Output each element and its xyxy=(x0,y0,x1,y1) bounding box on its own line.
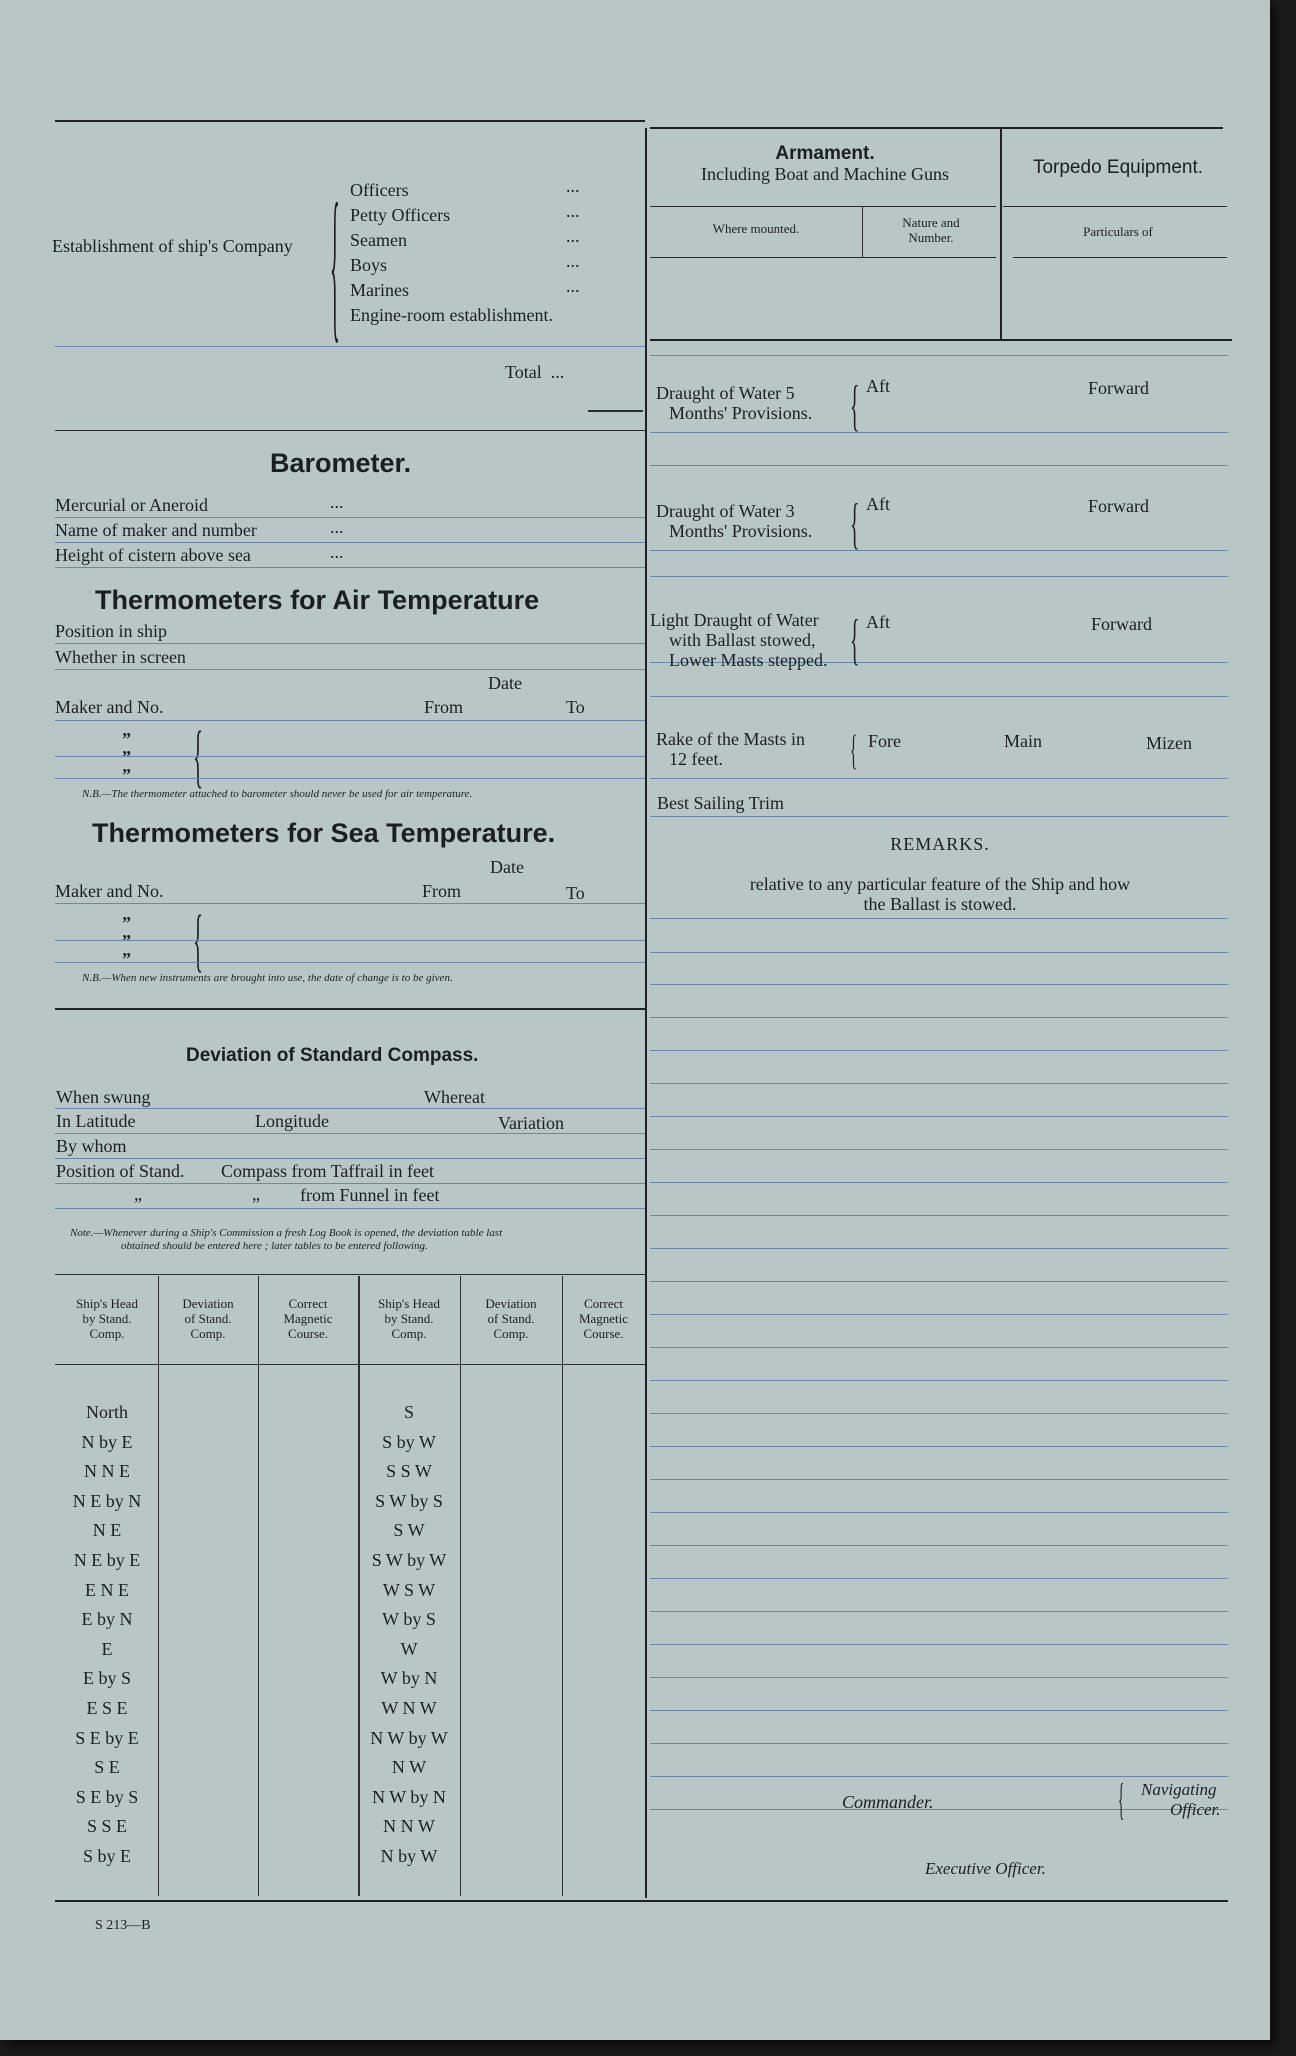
ships-head-right: S by W xyxy=(382,1431,436,1452)
draught3-b: Months' Provisions. xyxy=(669,521,813,541)
ruled-line xyxy=(650,778,1228,779)
ruled-line xyxy=(650,1578,1228,1579)
sea-ditto-2: ” xyxy=(122,931,131,951)
torpedo-subheader-rule xyxy=(1013,257,1227,258)
longitude: Longitude xyxy=(255,1111,329,1131)
light-draught-b: with Ballast stowed, xyxy=(669,630,816,650)
ruled-line xyxy=(650,816,1228,817)
rake-fore: Fore xyxy=(868,731,901,751)
latitude: In Latitude xyxy=(56,1111,136,1131)
ships-head-left: N E by N xyxy=(72,1490,142,1511)
ships-head-left: S S E xyxy=(86,1816,128,1837)
compass-taffrail: Compass from Taffrail in feet xyxy=(221,1161,435,1181)
table-header-rule xyxy=(55,1364,645,1365)
ships-head-right: S S W xyxy=(386,1461,432,1482)
establishment-item: Petty Officers xyxy=(350,205,451,225)
torpedo-particulars: Particulars of xyxy=(1083,224,1153,239)
table-col-divider xyxy=(258,1276,259,1896)
ruled-line xyxy=(650,1512,1228,1513)
air-to: To xyxy=(566,697,585,717)
establishment-dots: ... xyxy=(566,201,580,221)
table-header-cell: Ship's Head xyxy=(378,1296,440,1311)
total-label xyxy=(505,362,564,383)
ships-head-left: E by N xyxy=(81,1609,133,1630)
remarks-line1: relative to any particular feature of the Ship and how xyxy=(749,874,1131,894)
establishment-dots: ... xyxy=(566,276,580,296)
deviation-note-2: obtained should be entered here ; later tables to be entered following. xyxy=(121,1240,428,1252)
ruled-line xyxy=(650,1413,1228,1414)
rake-mizen: Mizen xyxy=(1146,733,1192,753)
ruled-line xyxy=(650,1710,1228,1711)
ruled-line xyxy=(650,576,1228,577)
rake-b: 12 feet. xyxy=(669,749,723,769)
ruled-line xyxy=(650,1380,1228,1381)
rule xyxy=(55,1208,645,1209)
rule xyxy=(55,567,645,568)
top-rule xyxy=(55,120,645,122)
remarks-line2: the Ballast is stowed. xyxy=(863,894,1017,914)
ruled-line xyxy=(650,1182,1228,1183)
ruled-line xyxy=(650,1281,1228,1282)
draught5-brace: { xyxy=(850,375,860,437)
deviation-title: Deviation of Standard Compass. xyxy=(186,1045,479,1066)
draught3-aft: Aft xyxy=(866,494,890,514)
ships-head-right: W xyxy=(400,1638,418,1659)
deviation-top-rule xyxy=(55,1008,645,1010)
ruled-line xyxy=(650,1017,1228,1018)
total-text: Total xyxy=(505,362,542,382)
ditto-b: „ xyxy=(252,1184,260,1204)
navigating-label-1: Navigating xyxy=(1141,1780,1217,1799)
sea-brace: { xyxy=(193,902,204,979)
sea-thermo-title: Thermometers for Sea Temperature. xyxy=(92,818,556,848)
ships-head-right: N by W xyxy=(380,1846,438,1866)
ships-head-left: S E by E xyxy=(75,1727,139,1748)
ruled-line xyxy=(650,1809,1228,1810)
ships-head-right: S xyxy=(403,1402,414,1422)
table-col-divider xyxy=(562,1276,563,1896)
ships-head-left: N N E xyxy=(84,1461,130,1482)
ruled-line xyxy=(650,432,1228,433)
ruled-line xyxy=(650,1314,1228,1315)
table-header-cell: by Stand. xyxy=(82,1311,132,1326)
draught5-a: Draught of Water 5 xyxy=(656,383,795,403)
ruled-line xyxy=(650,1479,1228,1480)
armament-subheader-rule xyxy=(650,257,996,258)
torpedo-header-rule xyxy=(1003,206,1227,207)
table-header-cell: Deviation xyxy=(485,1296,537,1311)
establishment-item: Seamen xyxy=(350,230,407,250)
ships-head-left: S E xyxy=(94,1757,120,1778)
barometer-row-dots: ... xyxy=(330,542,344,562)
establishment-brace: { xyxy=(330,169,340,357)
ships-head-left: S by E xyxy=(82,1846,131,1866)
ships-head-left: E by S xyxy=(82,1668,131,1689)
rule xyxy=(55,720,645,721)
ruled-line xyxy=(650,1611,1228,1612)
rule xyxy=(55,643,645,644)
draught3-brace: { xyxy=(850,493,860,555)
best-sailing-trim: Best Sailing Trim xyxy=(657,793,785,813)
ships-head-right: W S W xyxy=(382,1579,436,1600)
table-header-cell: Course. xyxy=(287,1326,329,1341)
table-header-cell: Correct xyxy=(584,1296,623,1311)
ships-head-right: S W xyxy=(393,1520,425,1541)
air-thermo-title: Thermometers for Air Temperature xyxy=(95,585,540,615)
ruled-line xyxy=(650,984,1228,985)
rake-brace: { xyxy=(850,728,858,774)
air-position: Position in ship xyxy=(55,621,168,641)
rule xyxy=(55,940,645,941)
ruled-line xyxy=(650,550,1228,551)
executive-officer-label: Executive Officer. xyxy=(925,1859,1046,1878)
ships-head-right: N W xyxy=(391,1757,427,1778)
table-header-cell: Magnetic xyxy=(283,1311,333,1326)
ships-head-right: N W by N xyxy=(372,1786,446,1807)
funnel: from Funnel in feet xyxy=(300,1185,440,1205)
establishment-item: Officers xyxy=(350,180,409,200)
rule xyxy=(55,1183,645,1184)
ruled-line xyxy=(650,1050,1228,1051)
light-draught-aft: Aft xyxy=(866,612,890,632)
table-header-cell: of Stand. xyxy=(184,1311,232,1326)
barometer-title: Barometer. xyxy=(270,448,412,478)
ships-head-right: S W by S xyxy=(375,1490,443,1511)
ships-head-right: W by N xyxy=(380,1668,438,1689)
sea-date: Date xyxy=(490,857,524,877)
air-maker: Maker and No. xyxy=(55,697,164,717)
table-header-cell: Magnetic xyxy=(578,1311,629,1326)
rule xyxy=(55,346,645,347)
table-header-cell: Ship's Head xyxy=(76,1296,138,1311)
sea-maker: Maker and No. xyxy=(55,881,164,901)
commander-label: Commander. xyxy=(842,1792,934,1812)
rule xyxy=(55,778,645,779)
barometer-row-dots: ... xyxy=(330,492,344,512)
rule xyxy=(55,903,645,904)
form-number: S 213—B xyxy=(95,1918,151,1933)
draught3-a: Draught of Water 3 xyxy=(656,501,795,521)
rule xyxy=(55,756,645,757)
table-header-cell: of Stand. xyxy=(487,1311,535,1326)
ruled-line xyxy=(650,1677,1228,1678)
light-draught-forward: Forward xyxy=(1091,614,1152,634)
ruled-line xyxy=(650,1083,1228,1084)
armament-bottom-rule xyxy=(650,339,1232,341)
armament-col-nature xyxy=(862,215,1000,245)
ships-head-left: North xyxy=(86,1402,128,1422)
ships-head-right: N W by W xyxy=(370,1727,448,1748)
whereat: Whereat xyxy=(424,1087,485,1107)
armament-top-rule xyxy=(650,127,1223,129)
air-brace: { xyxy=(193,718,204,795)
ruled-line xyxy=(650,1149,1228,1150)
table-header-cell: by Stand. xyxy=(384,1311,434,1326)
ruled-line xyxy=(650,1743,1228,1744)
ruled-line xyxy=(650,918,1228,919)
establishment-label: Establishment of ship's Company xyxy=(52,236,293,256)
air-ditto-3: ” xyxy=(122,765,131,785)
position-stand: Position of Stand. xyxy=(56,1161,185,1181)
sea-from: From xyxy=(422,881,462,901)
ships-head-left: E N E xyxy=(85,1579,129,1600)
armament-title: Armament. xyxy=(775,143,875,164)
table-header-cell: Course. xyxy=(583,1326,624,1341)
sea-note: N.B.—When new instruments are brought into use, the date of change is to be given. xyxy=(82,972,453,984)
air-ditto-2: ” xyxy=(122,747,131,767)
ruled-line xyxy=(650,696,1228,697)
rule xyxy=(55,517,645,518)
torpedo-title: Torpedo Equipment. xyxy=(1032,157,1204,178)
draught5-b: Months' Provisions. xyxy=(669,403,813,423)
table-header-cell: Comp. xyxy=(190,1326,226,1341)
table-header-cell: Correct xyxy=(288,1296,328,1311)
deviation-note-1: Note.—Whenever during a Ship's Commission a fresh Log Book is opened, the deviation table last xyxy=(70,1227,503,1239)
ditto-a: „ xyxy=(134,1184,142,1204)
armament-col-nature-1: Nature and xyxy=(902,215,960,230)
ruled-line xyxy=(650,1347,1228,1348)
when-swung: When swung xyxy=(56,1087,151,1107)
ships-head-right: W N W xyxy=(381,1698,437,1718)
air-ditto-1: ” xyxy=(122,729,131,749)
ships-head-right: N N W xyxy=(383,1816,435,1837)
light-draught-a: Light Draught of Water xyxy=(650,610,819,630)
armament-torpedo-divider xyxy=(1000,128,1002,340)
sea-ditto-3: ” xyxy=(122,949,131,969)
air-from: From xyxy=(424,697,464,717)
rule xyxy=(55,962,645,963)
barometer-row-label: Height of cistern above sea xyxy=(55,545,251,565)
ships-head-right: S W by W xyxy=(371,1550,447,1570)
establishment-dots: ... xyxy=(566,176,580,196)
armament-col-where: Where mounted. xyxy=(712,221,800,236)
table-header-cell: Comp. xyxy=(493,1326,529,1341)
ruled-line xyxy=(650,1776,1228,1777)
sea-to: To xyxy=(566,883,585,903)
ruled-line xyxy=(650,1545,1228,1546)
ruled-line xyxy=(650,465,1228,466)
total-dots: ... xyxy=(550,362,565,382)
ships-head-right: W by S xyxy=(382,1609,436,1630)
light-draught-brace: { xyxy=(850,609,860,671)
variation: Variation xyxy=(498,1113,564,1133)
ruled-line xyxy=(650,355,1228,356)
ships-head-left: N by E xyxy=(81,1431,133,1452)
barometer-row-label: Mercurial or Aneroid xyxy=(55,495,208,515)
rake-main: Main xyxy=(1004,731,1042,751)
ships-head-left: N E xyxy=(92,1520,122,1541)
air-note: N.B.—The thermometer attached to barometer should never be used for air temperature. xyxy=(82,788,473,800)
draught5-forward: Forward xyxy=(1088,378,1149,398)
navigating-label-2: Officer. xyxy=(1170,1800,1221,1819)
draught3-forward: Forward xyxy=(1088,496,1149,516)
air-screen: Whether in screen xyxy=(55,647,186,667)
air-date: Date xyxy=(488,673,522,693)
rule xyxy=(55,669,645,670)
establishment-dots: ... xyxy=(566,226,580,246)
armament-subtitle: Including Boat and Machine Guns xyxy=(701,164,949,184)
establishment-item: Marines xyxy=(350,280,409,300)
center-divider xyxy=(645,128,647,1898)
by-whom: By whom xyxy=(56,1136,127,1156)
barometer-row-dots: ... xyxy=(330,517,344,537)
ruled-line xyxy=(650,1116,1228,1117)
ruled-line xyxy=(650,1446,1228,1447)
total-line xyxy=(588,410,643,412)
ruled-line xyxy=(650,952,1228,953)
table-header-cell: Comp. xyxy=(89,1326,125,1341)
establishment-item: Engine-room establishment. xyxy=(350,305,553,325)
barometer-top-rule xyxy=(55,430,645,431)
table-col-divider xyxy=(158,1276,159,1896)
rule xyxy=(55,1108,645,1109)
ships-head-left: E xyxy=(101,1638,113,1659)
establishment-dots: ... xyxy=(566,251,580,271)
ships-head-left: N E by E xyxy=(73,1550,141,1570)
ruled-line xyxy=(650,1248,1228,1249)
ruled-line xyxy=(650,1215,1228,1216)
armament-header-rule xyxy=(650,206,996,207)
ships-head-left: E S E xyxy=(86,1698,128,1718)
draught5-aft: Aft xyxy=(866,376,890,396)
table-col-divider xyxy=(460,1276,461,1896)
remarks-title: REMARKS. xyxy=(890,834,990,854)
establishment-item: Boys xyxy=(350,255,388,275)
ruled-line xyxy=(650,1644,1228,1645)
table-header-cell: Deviation xyxy=(182,1296,234,1311)
bottom-rule xyxy=(55,1900,1228,1902)
sea-ditto-1: ” xyxy=(122,913,131,933)
light-draught-c: Lower Masts stepped. xyxy=(669,650,828,670)
barometer-row-label: Name of maker and number xyxy=(55,520,257,540)
ships-head-left: S E by S xyxy=(75,1786,139,1807)
table-top-rule xyxy=(55,1274,645,1275)
table-header-cell: Comp. xyxy=(391,1326,427,1341)
rake-a: Rake of the Masts in xyxy=(656,729,805,749)
rule xyxy=(55,542,645,543)
navigating-brace: { xyxy=(1118,1775,1125,1824)
rule xyxy=(55,1133,645,1134)
armament-col-nature-2: Number. xyxy=(908,230,954,245)
rule xyxy=(55,1158,645,1159)
